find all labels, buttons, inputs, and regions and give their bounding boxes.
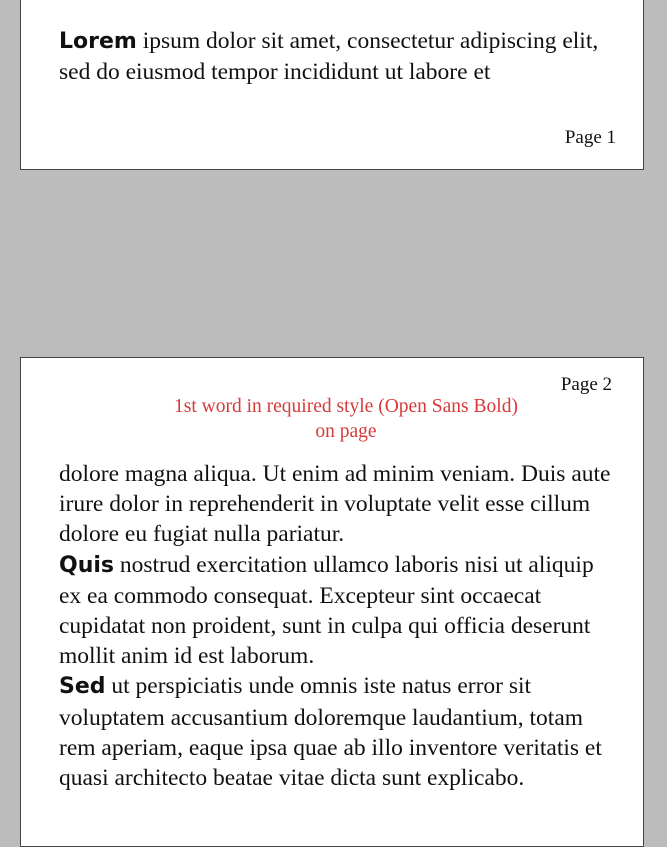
paragraph-text: nostrud exercitation ullamco laboris nisi ut aliquip ex ea commodo consequat. Excepteur sint occaecat cupidatat non proident, sunt in culpa qui officia deserunt mollit anim id est laborum. [59,551,594,670]
page-1-body [59,26,615,87]
paragraph-text: dolore magna aliqua. Ut enim ad minim veniam. Duis aute irure dolor in reprehenderit in voluptate velit esse cillum dolore eu fugiat nulla pariatur. [59,461,611,548]
paragraph-continued [59,459,615,550]
paragraph-lead-word: Sed [59,674,106,700]
paragraph-text: ut perspiciatis unde omnis iste natus error sit voluptatem accusantium doloremque laudantium, totam rem aperiam, eaque ipsa quae ab illo inventore veritatis et quasi architecto beatae vitae dicta sunt explicabo. [59,673,602,792]
paragraph-lead-word: Lorem [59,29,137,54]
annotation-note: 1st word in required style (Open Sans Bold) on page [174,396,518,442]
page-number: Page 2 [560,374,612,395]
paragraph-lead-word: Quis [59,552,114,578]
document-page-2 [20,357,644,847]
page-1-paragraph [59,26,615,87]
page-number: Page 1 [564,127,616,148]
paragraph [59,671,615,793]
paragraph [59,550,615,672]
document-page-1 [20,0,644,170]
page-2-body [59,459,615,793]
paragraph-text: ipsum dolor sit amet, consectetur adipiscing elit, sed do eiusmod tempor incididunt ut labore et [59,28,599,86]
